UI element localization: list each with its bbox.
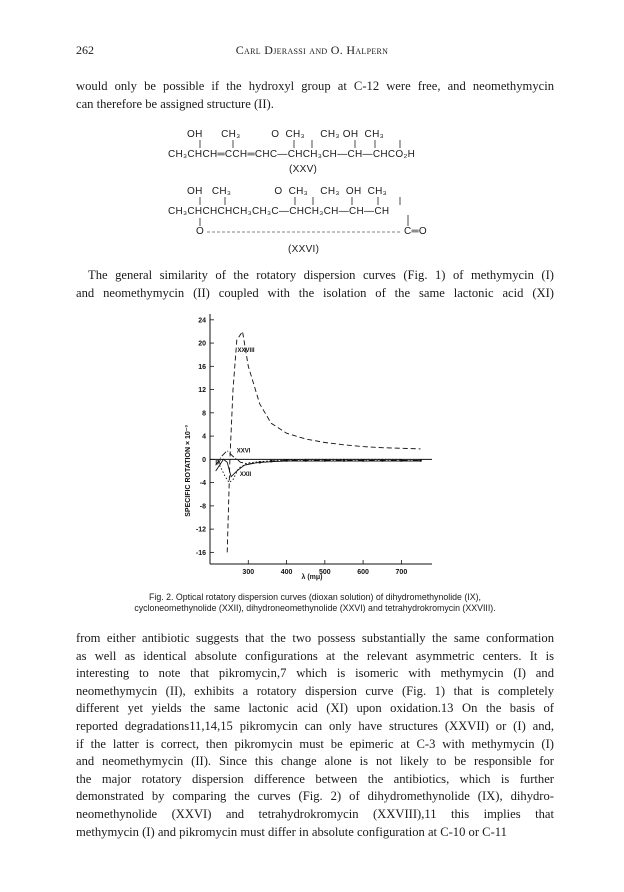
formula-xxvi-carbonyl-bond — [404, 214, 424, 228]
y-tick-label: -4 — [199, 480, 206, 488]
series-label-xxviii: XXVIII — [237, 347, 255, 354]
text-line: if the latter is correct, then pikromycin must be epimeric at C-3 with methymycin (I) — [76, 736, 554, 751]
formula-xxvi-ring-oxygen: O — [196, 226, 205, 237]
y-tick-label: 0 — [202, 456, 206, 464]
series-label-xxvi: XXVI — [236, 448, 251, 455]
series-label-xxii: XXII — [239, 472, 252, 479]
text-line: and neomethymycin (II) coupled with the isolation of the same lactonic acid (XI) — [76, 285, 554, 300]
series-line-xxviii — [227, 331, 420, 552]
x-tick-label: 600 — [357, 569, 369, 576]
chart-series — [216, 331, 422, 552]
y-tick-label: -16 — [195, 549, 206, 557]
caption-line: cycloneomethynolide (XXII), dihydroneomethynolide (XXVI) and tetrahydrokromycin (XXVIII). — [134, 603, 496, 613]
series-line-xxii — [220, 459, 402, 482]
text-line: as well as identical absolute configurations at the relevant asymmetric centers. It is — [76, 648, 554, 663]
text-line: can therefore be assigned structure (II). — [76, 96, 274, 111]
x-tick-label: 700 — [395, 569, 408, 576]
series-label-ix: IX — [215, 460, 222, 467]
formula-xxvi-bonds — [185, 196, 425, 206]
formula-xxvi-label: (XXVI) — [288, 244, 320, 255]
y-tick-label: 16 — [198, 363, 206, 371]
y-tick-label: 20 — [198, 340, 206, 348]
text-line: neomethymycin (II), exhibits a rotatory dispersion curve (Fig. 1) that is completely — [76, 683, 554, 698]
formula-xxvi-lactone-carbonyl: C═O — [404, 226, 427, 237]
text-line: would only be possible if the hydroxyl group at C-12 were free, and neomethymycin — [76, 79, 554, 93]
caption-line: Fig. 2. Optical rotatory dispersion curves (dioxan solution) of dihydromethynolide (IX), — [149, 592, 481, 602]
text-line: different yet yields the same lactonic acid (XI) upon oxidation.13 On the basis of — [76, 701, 554, 716]
paragraph-1 — [76, 78, 554, 113]
x-tick-label: 300 — [242, 569, 255, 576]
text-line: from either antibiotic suggests that the two possess substantially the same conformation — [76, 631, 554, 645]
rotatory-dispersion-chart — [180, 306, 440, 584]
formula-xxv-chain: CH₃CHCH═CCH═CHC—CHCH₃CH—CH—CHCO₂H — [168, 149, 416, 160]
y-tick-label: -12 — [195, 526, 206, 534]
text-line: the major rotatory dispersion difference between the antibiotics, which is further — [76, 771, 554, 786]
formula-xxv-bonds — [185, 139, 425, 149]
text-line: and neomethymycin (II). Since this change alone is not likely to be responsible for — [76, 754, 554, 769]
text-line: The general similarity of the rotatory dispersion curves (Fig. 1) of methymycin (I) — [88, 268, 554, 282]
y-tick-label: 24 — [198, 317, 206, 325]
y-tick-label: 4 — [202, 433, 206, 441]
formula-xxvi-ring-closure — [205, 226, 405, 238]
y-tick-label: -8 — [199, 503, 206, 511]
text-line: interesting to note that pikromycin,7 which is isomeric with methymycin (I) and — [76, 666, 554, 681]
formula-xxvi-chain: CH₃CHCHCHCH₃CH₃C—CHCH₃CH—CH—CH — [168, 206, 390, 217]
text-line: neomethynolide (XXVI) and tetrahydrokromycin (XXVIII),11 this implies that — [76, 806, 554, 821]
y-tick-label: 12 — [198, 387, 206, 395]
formula-xxvi-substituents: OH CH₃ O CH₃ CH₃ OH CH₃ — [187, 186, 388, 197]
paragraph-3 — [76, 630, 554, 841]
x-tick-label: 500 — [318, 569, 331, 576]
formula-xxv-label: (XXV) — [289, 164, 318, 175]
text-line: methymycin (I) and pikromycin must differ in absolute configuration at C-10 or C-11 — [76, 824, 507, 839]
text-line: demonstrated by comparing the curves (Fig. 2) of dihydromethynolide (IX), dihydro- — [76, 789, 554, 804]
paragraph-2 — [76, 267, 554, 302]
y-tick-label: 8 — [202, 410, 206, 418]
chart-ticks — [185, 317, 407, 576]
figure-caption — [76, 592, 554, 614]
x-axis-label: λ (mμ) — [301, 574, 323, 581]
formula-xxv-substituents: OH CH₃ O CH₃ CH₃ OH CH₃ — [187, 129, 384, 140]
y-axis-label: SPECIFIC ROTATION × 10⁻³ — [185, 425, 192, 517]
text-line: reported degradations11,14,15 pikromycin can only have structures (XXVII) or (I) and, — [76, 718, 554, 733]
page-number: 262 — [76, 43, 94, 57]
x-tick-label: 400 — [280, 569, 293, 576]
running-head: Carl Djerassi and O. Halpern — [235, 43, 389, 57]
